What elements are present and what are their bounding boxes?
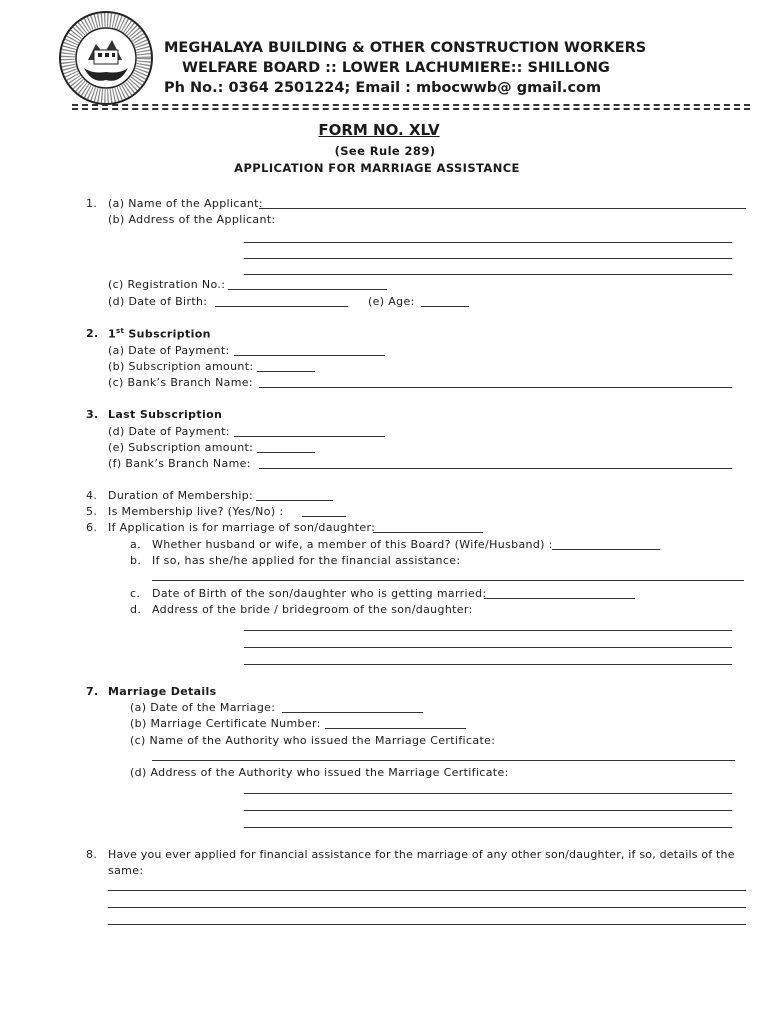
- item-6c-marker: c.: [130, 587, 141, 600]
- date-of-birth-field[interactable]: [215, 306, 348, 307]
- membership-live-label: Is Membership live? (Yes/No) :: [108, 505, 284, 518]
- membership-duration-label: Duration of Membership:: [108, 489, 254, 502]
- section-5-number: 5.: [86, 505, 98, 518]
- board-address-line: WELFARE BOARD :: LOWER LACHUMIERE:: SHILLONG: [182, 60, 610, 76]
- bride-groom-address-label: Address of the bride / bridegroom of the son/daughter:: [152, 603, 473, 616]
- section-8-number: 8.: [86, 848, 98, 861]
- certificate-authority-address-label: (d) Address of the Authority who issued the Marriage Certificate:: [130, 766, 509, 779]
- first-subscription-amount-field[interactable]: [257, 371, 315, 372]
- last-subscription-amount-field[interactable]: [257, 452, 315, 453]
- first-bank-branch-field[interactable]: [259, 387, 732, 388]
- item-6a-marker: a.: [130, 538, 141, 551]
- applicant-name-field[interactable]: [259, 208, 746, 209]
- applicant-address-label: (b) Address of the Applicant:: [108, 213, 276, 226]
- bride-groom-address-field-1[interactable]: [244, 630, 732, 631]
- section-2-heading: 1st Subscription: [108, 327, 211, 341]
- last-payment-date-field[interactable]: [234, 436, 385, 437]
- first-payment-date-field[interactable]: [234, 355, 385, 356]
- date-of-birth-label: (d) Date of Birth:: [108, 295, 208, 308]
- membership-duration-field[interactable]: [256, 500, 333, 501]
- board-contact-line: Ph No.: 0364 2501224; Email : mbocwwb@ gmail.com: [164, 80, 602, 96]
- applicant-address-field-1[interactable]: [244, 242, 732, 243]
- form-title: APPLICATION FOR MARRIAGE ASSISTANCE: [234, 161, 520, 175]
- section-2-number: 2.: [86, 327, 99, 340]
- form-rule: (See Rule 289): [334, 144, 436, 158]
- section-7-heading: Marriage Details: [108, 685, 217, 698]
- section-3-heading: Last Subscription: [108, 408, 223, 421]
- board-name-line: MEGHALAYA BUILDING & OTHER CONSTRUCTION WORKERS: [164, 40, 647, 56]
- marriage-date-field[interactable]: [282, 712, 423, 713]
- marriage-certificate-number-label: (b) Marriage Certificate Number:: [130, 717, 321, 730]
- certificate-authority-name-field[interactable]: [152, 760, 735, 761]
- membership-live-field[interactable]: [302, 516, 346, 517]
- last-payment-date-label: (d) Date of Payment:: [108, 425, 230, 438]
- last-bank-branch-label: (f) Bank’s Branch Name:: [108, 457, 251, 470]
- bride-groom-address-field-2[interactable]: [244, 647, 732, 648]
- previous-assistance-field-3[interactable]: [108, 924, 746, 925]
- section-7-number: 7.: [86, 685, 99, 698]
- certificate-authority-address-field-1[interactable]: [244, 793, 732, 794]
- age-label: (e) Age:: [368, 295, 415, 308]
- marriage-certificate-number-field[interactable]: [325, 728, 466, 729]
- child-dob-label: Date of Birth of the son/daughter who is getting married:: [152, 587, 487, 600]
- certificate-authority-address-field-3[interactable]: [244, 827, 732, 828]
- marriage-date-label: (a) Date of the Marriage:: [130, 701, 276, 714]
- first-payment-date-label: (a) Date of Payment:: [108, 344, 230, 357]
- registration-no-label: (c) Registration No.:: [108, 278, 226, 291]
- spouse-member-label: Whether husband or wife, a member of this Board? (Wife/Husband) :: [152, 538, 553, 551]
- registration-no-field[interactable]: [228, 289, 387, 290]
- age-field[interactable]: [421, 306, 469, 307]
- applied-assistance-label: If so, has she/he applied for the financial assistance:: [152, 554, 461, 567]
- previous-assistance-label: Have you ever applied for financial assistance for the marriage of any other son/daughter, if so, details of the: [108, 848, 735, 861]
- spouse-member-field[interactable]: [552, 549, 660, 550]
- form-number: FORM NO. XLV: [318, 121, 440, 139]
- applicant-address-field-3[interactable]: [244, 274, 732, 275]
- certificate-authority-address-field-2[interactable]: [244, 810, 732, 811]
- section-4-number: 4.: [86, 489, 98, 502]
- first-subscription-amount-label: (b) Subscription amount:: [108, 360, 254, 373]
- first-bank-branch-label: (c) Bank’s Branch Name:: [108, 376, 253, 389]
- board-logo: [58, 10, 154, 106]
- item-6d-marker: d.: [130, 603, 142, 616]
- previous-assistance-field-2[interactable]: [108, 907, 746, 908]
- last-subscription-amount-label: (e) Subscription amount:: [108, 441, 254, 454]
- applied-assistance-field[interactable]: [152, 580, 744, 581]
- section-6-number: 6.: [86, 521, 98, 534]
- applicant-address-field-2[interactable]: [244, 258, 732, 259]
- header-divider: [72, 104, 750, 110]
- section-3-number: 3.: [86, 408, 99, 421]
- item-6b-marker: b.: [130, 554, 142, 567]
- certificate-authority-name-label: (c) Name of the Authority who issued the Marriage Certificate:: [130, 734, 496, 747]
- previous-assistance-label-cont: same:: [108, 864, 144, 877]
- son-daughter-marriage-label: If Application is for marriage of son/daughter:: [108, 521, 376, 534]
- son-daughter-marriage-field[interactable]: [373, 532, 483, 533]
- applicant-name-label: (a) Name of the Applicant:: [108, 197, 263, 210]
- last-bank-branch-field[interactable]: [259, 468, 732, 469]
- section-1-number: 1.: [86, 197, 98, 210]
- child-dob-field[interactable]: [484, 598, 635, 599]
- previous-assistance-field-1[interactable]: [108, 890, 746, 891]
- bride-groom-address-field-3[interactable]: [244, 664, 732, 665]
